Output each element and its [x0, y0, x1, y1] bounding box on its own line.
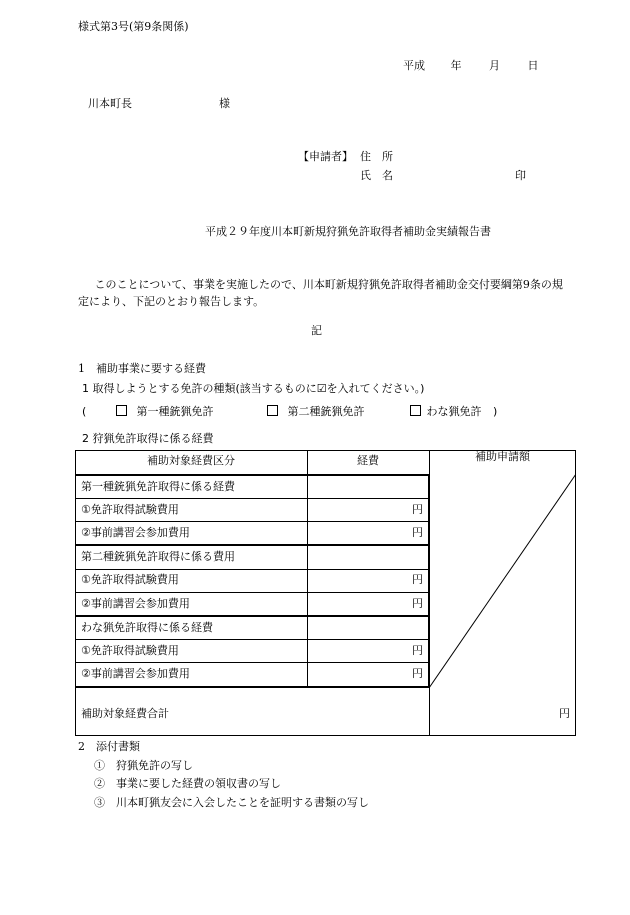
- date-era: 平成: [403, 59, 425, 72]
- yen-cell: 円: [412, 644, 423, 657]
- form-number: 様式第3号(第9条関係): [78, 20, 189, 33]
- attachment-item: ② 事業に要した経費の領収書の写し: [94, 777, 281, 790]
- paren-open: (: [82, 405, 87, 418]
- date-year: 年: [450, 59, 462, 72]
- yen-cell: 円: [412, 667, 423, 680]
- applicant-seal: 印: [515, 169, 526, 182]
- table-row: ①免許取得試験費用: [81, 503, 179, 516]
- table-row: ②事前講習会参加費用: [81, 597, 190, 610]
- date-line: [403, 59, 539, 73]
- section2-heading: 2 添付書類: [78, 740, 140, 753]
- attachment-item: ③ 川本町猟友会に入会したことを証明する書類の写し: [94, 796, 369, 809]
- section1-sub1: 1 取得しようとする免許の種類(該当するものに☑を入れてください。): [82, 382, 425, 395]
- yen-cell: 円: [412, 503, 423, 516]
- table-row: ②事前講習会参加費用: [81, 526, 190, 539]
- option-first-class-label: 第一種銃猟免許: [136, 405, 214, 418]
- section1-sub2: 2 狩猟免許取得に係る経費: [82, 432, 214, 445]
- option-second-class-label: 第二種銃猟免許: [287, 405, 365, 418]
- body-paragraph: このことについて、事業を実施したので、川本町新規狩猟免許取得者補助金交付要綱第9条の規定により、下記のとおり報告します。: [78, 278, 563, 309]
- applicant-label: 【申請者】: [298, 150, 353, 163]
- applicant-name-label: 氏 名: [360, 169, 393, 182]
- header-requested-amount: 補助申請額: [475, 450, 530, 463]
- yen-cell: 円: [412, 573, 423, 586]
- total-yen-cell: 円: [559, 707, 570, 720]
- document-title: 平成２９年度川本町新規狩猟免許取得者補助金実績報告書: [205, 225, 491, 238]
- group-title-trap: わな猟免許取得に係る経費: [81, 621, 213, 634]
- option-trap[interactable]: [410, 405, 482, 419]
- table-row: ①免許取得試験費用: [81, 573, 179, 586]
- paren-close: ): [493, 405, 498, 418]
- group-title-first-class: 第一種銃猟免許取得に係る経費: [81, 480, 235, 493]
- option-second-class[interactable]: [267, 405, 365, 419]
- checkbox-first-class[interactable]: [116, 405, 127, 416]
- total-label: 補助対象経費合計: [81, 707, 169, 720]
- group-title-second-class: 第二種銃猟免許取得に係る費用: [81, 550, 235, 563]
- addressee-name: 川本町長: [88, 97, 132, 110]
- checkbox-second-class[interactable]: [267, 405, 278, 416]
- addressee-suffix: 様: [219, 97, 230, 110]
- date-month: 月: [489, 59, 500, 72]
- table-row: ②事前講習会参加費用: [81, 667, 190, 680]
- yen-cell: 円: [412, 597, 423, 610]
- attachment-item: ① 狩猟免許の写し: [94, 759, 193, 772]
- applicant-address-label: 住 所: [360, 150, 393, 163]
- option-trap-label: わな猟免許: [426, 405, 482, 418]
- option-first-class[interactable]: [116, 405, 214, 419]
- section1-heading: 1 補助事業に要する経費: [78, 362, 206, 375]
- table-row: ①免許取得試験費用: [81, 644, 179, 657]
- header-category: 補助対象経費区分: [147, 454, 235, 467]
- ki-mark: 記: [311, 324, 322, 337]
- date-day: 日: [527, 59, 539, 72]
- yen-cell: 円: [412, 526, 423, 539]
- expense-table: [75, 450, 576, 736]
- diagonal-slash: [429, 474, 576, 688]
- checkbox-trap[interactable]: [410, 405, 421, 416]
- header-expense: 経費: [357, 454, 379, 467]
- license-options: [82, 405, 86, 419]
